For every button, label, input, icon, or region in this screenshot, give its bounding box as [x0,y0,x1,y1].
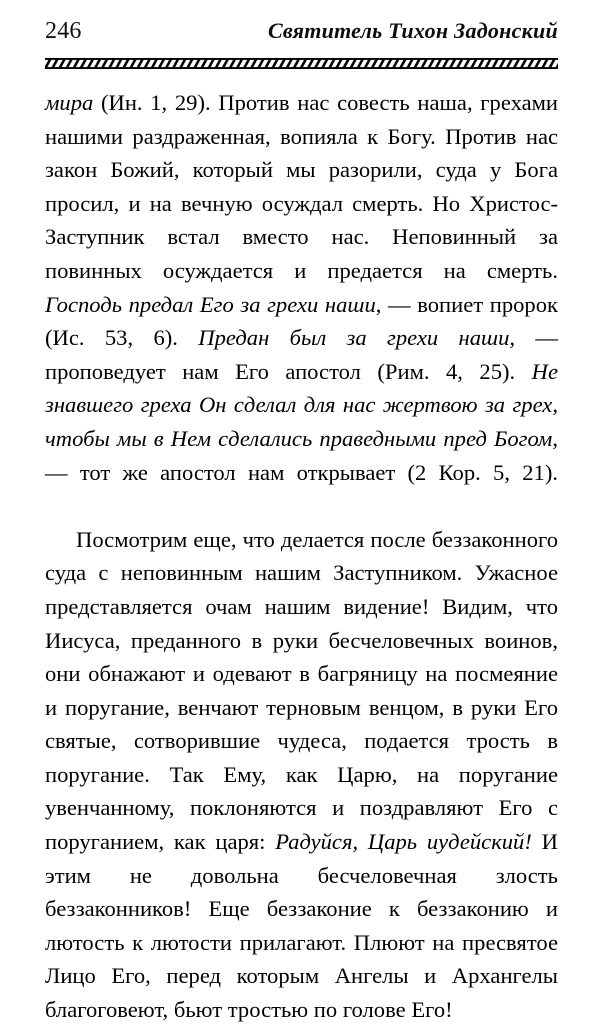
body-text-run: Посмотрим еще, что делается после беззаконного суда с неповинным нашим Заступником. Ужасное представляется очам нашим видение! Видим, что Иисуса, преданного в руки бесчеловечных воинов, они обнажают и одевают в багряницу на посмеяние и поругание, венчают терновым венцом, в руки Его святые, сотворившие чудеса, подается трость в поругание. Так Ему, как Царю, на поругание увенчанному, поклоняются и поздравляют Его с поруганием, как царя: [45,526,558,855]
body-text-column [45,86,558,1027]
page-number: 246 [45,18,82,44]
body-text-run: (Ин. 1, 29). Против нас совесть наша, грехами нашими раздраженная, вопияла к Богу. Против нас закон Божий, который мы разорили, суда у Бога просил, и на вечную осуждал смерть. Но Христос-Заступник встал вместо нас. Неповинный за повинных осуждается и предается на смерть. [45,90,558,283]
body-text-run: , — вопиет пророк (Ис. 53, 6). [45,291,558,351]
quoted-scripture-text: Радуйся, Царь иудейский! [275,829,532,855]
body-text-run: , — тот же апостол нам открывает (2 Кор. 5, 21). [45,425,558,485]
paragraph [45,86,558,523]
running-head-title: Святитель Тихон Задонский [267,18,558,43]
body-text-run: , — проповедует нам Его апостол (Рим. 4, 25). [45,325,558,384]
body-text-run: И этим не довольна бесчеловечная злость беззаконников! Еще беззаконие к беззаконию и лютость к лютости прилагают. Плюют на пресвятое Лицо Его, перед которым Ангелы и Архангелы благоговеют, бьют тростью по голове Его! [45,829,558,1023]
running-head [45,19,558,51]
quoted-scripture-text: Господь предал Его за грехи наши [45,291,376,317]
quoted-scripture-text: мира [45,90,94,115]
quoted-scripture-text: Предан был за грехи наши [198,325,510,351]
twisted-cord-rule-ornament [45,58,558,69]
quoted-scripture-text: Не знавшего греха Он сделал для нас жертвою за грех, чтобы мы в Нем сделались праведными пред Богом [45,358,558,451]
paragraph [45,523,558,1027]
